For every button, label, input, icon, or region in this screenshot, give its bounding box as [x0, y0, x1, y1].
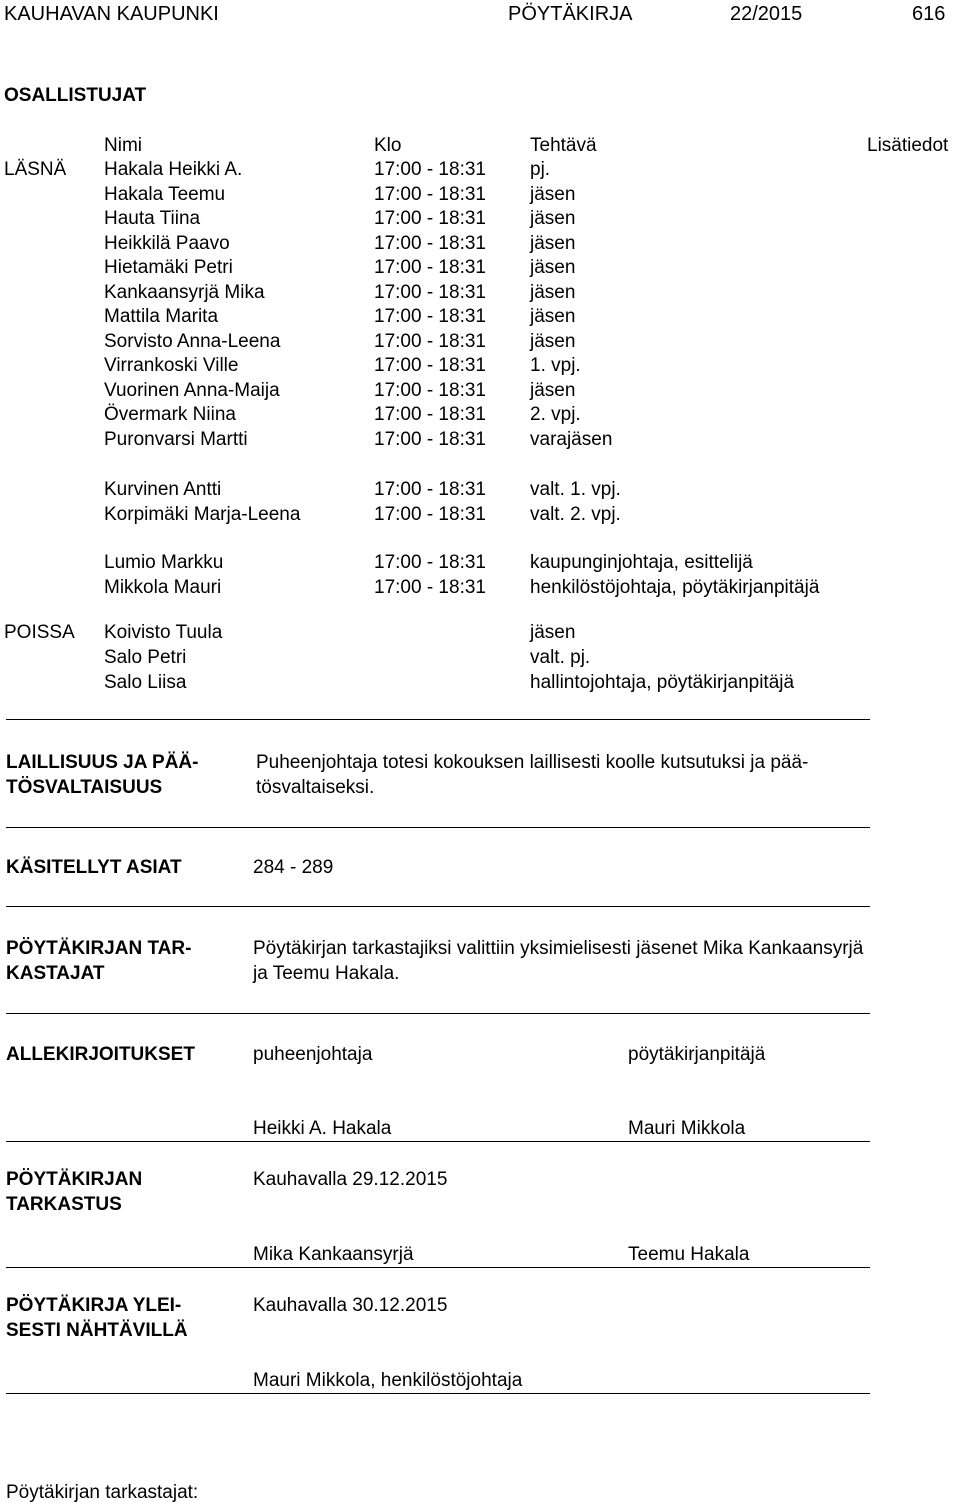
participant-name: Heikkilä Paavo [104, 232, 230, 254]
participant-time: 17:00 - 18:31 [374, 355, 486, 376]
items-value: 284 - 289 [253, 857, 334, 878]
inspectors-label-line2: KASTAJAT [6, 963, 105, 984]
participant-name: Sorvisto Anna-Leena [104, 330, 281, 352]
header-page: 616 [912, 3, 946, 25]
secretary-title: pöytäkirjanpitäjä [628, 1044, 766, 1065]
divider [6, 827, 870, 828]
secretary-name: Mauri Mikkola [628, 1118, 746, 1139]
col-header-name: Nimi [104, 135, 142, 156]
signatures-label: ALLEKIRJOITUKSET [6, 1044, 195, 1065]
absent-label: POISSA [4, 622, 75, 643]
participant-name: Puronvarsi Martti [104, 428, 248, 450]
divider [6, 906, 870, 907]
divider [6, 1013, 870, 1014]
participant-role: pj. [530, 159, 551, 180]
legality-label-line2: TÖSVALTAISUUS [6, 777, 163, 798]
participant-name: Salo Petri [104, 647, 187, 668]
participant-role: valt. 1. vpj. [530, 479, 621, 500]
header-number: 22/2015 [730, 3, 803, 25]
participant-role: jäsen [530, 330, 576, 352]
participant-time: 17:00 - 18:31 [374, 159, 486, 180]
participant-role: 2. vpj. [530, 404, 581, 425]
participant-name: Vuorinen Anna-Maija [104, 379, 280, 401]
participant-time: 17:00 - 18:31 [374, 281, 486, 303]
chair-title: puheenjohtaja [253, 1044, 373, 1065]
review-inspector-1: Mika Kankaansyrjä [253, 1244, 414, 1265]
header-doc-type: PÖYTÄKIRJA [508, 3, 633, 25]
participant-name: Kurvinen Antti [104, 479, 222, 500]
participant-time: 17:00 - 18:31 [374, 503, 486, 525]
participant-role: valt. 2. vpj. [530, 503, 621, 525]
review-place-date: Kauhavalla 29.12.2015 [253, 1169, 448, 1190]
col-header-role: Tehtävä [530, 135, 597, 156]
participant-role: varajäsen [530, 428, 613, 450]
participant-time: 17:00 - 18:31 [374, 552, 486, 573]
legality-text-line2: tösvaltaiseksi. [256, 777, 375, 798]
participant-role: jäsen [530, 183, 576, 205]
participant-role: jäsen [530, 257, 576, 278]
col-header-notes: Lisätiedot [867, 135, 949, 156]
participant-role: jäsen [530, 379, 576, 401]
chair-name: Heikki A. Hakala [253, 1118, 392, 1139]
signature-line [6, 1141, 870, 1142]
participant-name: Hakala Heikki A. [104, 159, 243, 180]
participant-name: Övermark Niina [104, 404, 236, 425]
participant-name: Korpimäki Marja-Leena [104, 503, 301, 525]
review-label-line2: TARKASTUS [6, 1194, 122, 1215]
inspectors-label-line1: PÖYTÄKIRJAN TAR- [6, 938, 192, 959]
participant-time: 17:00 - 18:31 [374, 379, 486, 401]
review-label-line1: PÖYTÄKIRJAN [6, 1169, 143, 1190]
participant-role: 1. vpj. [530, 355, 581, 376]
items-label: KÄSITELLYT ASIAT [6, 857, 182, 878]
participant-role: jäsen [530, 281, 576, 303]
participant-time: 17:00 - 18:31 [374, 208, 486, 229]
participant-name: Mikkola Mauri [104, 576, 222, 598]
participant-time: 17:00 - 18:31 [374, 428, 486, 450]
inspectors-text-line2: ja Teemu Hakala. [253, 963, 400, 984]
public-place-date: Kauhavalla 30.12.2015 [253, 1295, 448, 1316]
participant-time: 17:00 - 18:31 [374, 232, 486, 254]
participant-name: Koivisto Tuula [104, 622, 223, 643]
signature-line [6, 1393, 870, 1394]
participant-name: Hakala Teemu [104, 183, 226, 205]
header-org: KAUHAVAN KAUPUNKI [4, 3, 219, 25]
participant-time: 17:00 - 18:31 [374, 257, 486, 278]
participant-role: henkilöstöjohtaja, pöytäkirjanpitäjä [530, 576, 820, 598]
participant-name: Lumio Markku [104, 552, 224, 573]
public-label-line1: PÖYTÄKIRJA YLEI- [6, 1295, 182, 1316]
participant-name: Mattila Marita [104, 306, 219, 327]
participant-name: Kankaansyrjä Mika [104, 281, 265, 303]
participant-time: 17:00 - 18:31 [374, 576, 486, 598]
participant-name: Salo Liisa [104, 672, 187, 693]
participant-role: kaupunginjohtaja, esittelijä [530, 552, 753, 573]
divider [6, 719, 870, 720]
participant-role: jäsen [530, 622, 576, 643]
participant-time: 17:00 - 18:31 [374, 479, 486, 500]
participant-time: 17:00 - 18:31 [374, 330, 486, 352]
inspectors-text-line1: Pöytäkirjan tarkastajiksi valittiin yksimielisesti jäsenet Mika Kankaansyrjä [253, 938, 864, 959]
review-inspector-2: Teemu Hakala [628, 1244, 750, 1265]
public-signer: Mauri Mikkola, henkilöstöjohtaja [253, 1370, 523, 1391]
public-label-line2: SESTI NÄHTÄVILLÄ [6, 1320, 188, 1341]
participant-name: Hauta Tiina [104, 208, 201, 229]
present-label: LÄSNÄ [4, 159, 67, 180]
participant-role: hallintojohtaja, pöytäkirjanpitäjä [530, 672, 795, 693]
participant-role: valt. pj. [530, 647, 591, 668]
legality-label-line1: LAILLISUUS JA PÄÄ- [6, 752, 199, 773]
col-header-time: Klo [374, 135, 402, 156]
participant-time: 17:00 - 18:31 [374, 404, 486, 425]
participant-name: Virrankoski Ville [104, 355, 239, 376]
participant-role: jäsen [530, 306, 576, 327]
participant-name: Hietamäki Petri [104, 257, 233, 278]
signature-line [6, 1267, 870, 1268]
footer-text: Pöytäkirjan tarkastajat: [6, 1482, 199, 1503]
participant-role: jäsen [530, 232, 576, 254]
participant-time: 17:00 - 18:31 [374, 183, 486, 205]
participant-time: 17:00 - 18:31 [374, 306, 486, 327]
legality-text-line1: Puheenjohtaja totesi kokouksen laillisesti koolle kutsutuksi ja pää- [256, 752, 809, 773]
attendance-title: OSALLISTUJAT [4, 85, 147, 106]
participant-role: jäsen [530, 208, 576, 229]
